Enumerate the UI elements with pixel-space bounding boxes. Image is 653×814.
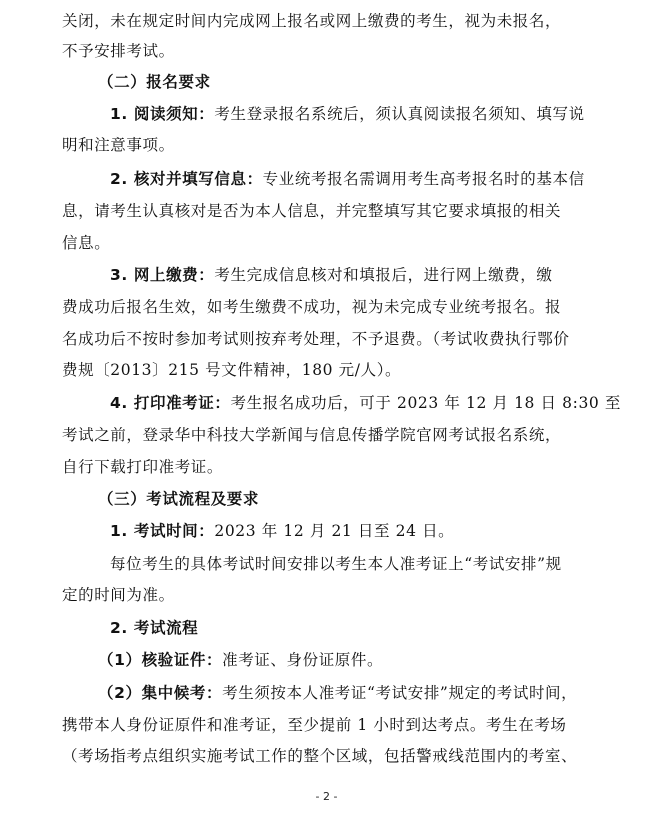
text: 息，请考生认真核对是否为本人信息，并完整填写其它要求填报的相关 (62, 202, 562, 220)
text: 费规〔2013〕215 号文件精神，180 元/人）。 (62, 361, 402, 379)
paragraph-line (0, 516, 653, 546)
paragraph-line (0, 99, 653, 129)
text: 自行下载打印准考证。 (62, 458, 224, 476)
paragraph-line (0, 678, 653, 708)
item-label: 1. 阅读须知： (110, 105, 215, 123)
paragraph-line (0, 420, 653, 450)
paragraph-line (0, 36, 653, 66)
paragraph-line (0, 130, 653, 160)
paragraph-line (0, 164, 653, 194)
text: 关闭，未在规定时间内完成网上报名或网上缴费的考生，视为未报名， (62, 12, 562, 30)
item-label: 2. 考试流程 (110, 619, 199, 637)
paragraph-line (0, 388, 653, 418)
heading-text: （三）考试流程及要求 (98, 490, 260, 508)
text: 考生须按本人准考证“考试安排”规定的考试时间， (222, 684, 578, 702)
text: （考场指考点组织实施考试工作的整个区域，包括警戒线范围内的考室、 (62, 747, 578, 765)
text: 准考证、身份证原件。 (222, 651, 384, 669)
paragraph-line (0, 228, 653, 258)
paragraph-line (0, 324, 653, 354)
paragraph-line (0, 710, 653, 740)
paragraph-line (0, 196, 653, 226)
paragraph-line (0, 452, 653, 482)
text: 明和注意事项。 (62, 136, 175, 154)
item-label: 1. 考试时间： (110, 522, 215, 540)
text: 名成功后不按时参加考试则按弃考处理，不予退费。（考试收费执行鄂价 (62, 330, 570, 348)
heading-text: （二）报名要求 (98, 73, 211, 91)
item-label: （2）集中候考： (98, 684, 223, 702)
text: 每位考生的具体考试时间安排以考生本人准考证上“考试安排”规 (110, 555, 562, 573)
paragraph-line (0, 292, 653, 322)
text: 不予安排考试。 (62, 42, 175, 60)
text: 信息。 (62, 234, 111, 252)
paragraph-line (0, 741, 653, 771)
text: 考生完成信息核对和填报后，进行网上缴费，缴 (214, 266, 553, 284)
paragraph-line (0, 645, 653, 675)
paragraph-line (0, 549, 653, 579)
item-label: （1）核验证件： (98, 651, 223, 669)
text: 费成功后报名生效，如考生缴费不成功，视为未完成专业统考报名。报 (62, 298, 562, 316)
text: 专业统考报名需调用考生高考报名时的基本信 (262, 170, 585, 188)
text: 定的时间为准。 (62, 586, 175, 604)
page-number: - 2 - (315, 790, 338, 803)
text: 2023 年 12 月 21 日至 24 日。 (214, 522, 455, 540)
paragraph-line (0, 613, 653, 643)
section-heading (0, 484, 653, 514)
section-heading (0, 67, 653, 97)
text: 考生报名成功后，可于 2023 年 12 月 18 日 8:30 至 (230, 394, 622, 412)
item-label: 2. 核对并填写信息： (110, 170, 263, 188)
text: 考试之前，登录华中科技大学新闻与信息传播学院官网考试报名系统， (62, 426, 562, 444)
paragraph-line (0, 355, 653, 385)
item-label: 4. 打印准考证： (110, 394, 231, 412)
text: 携带本人身份证原件和准考证，至少提前 1 小时到达考点。考生在考场 (62, 716, 567, 734)
paragraph-line (0, 260, 653, 290)
text: 考生登录报名系统后，须认真阅读报名须知、填写说 (214, 105, 585, 123)
paragraph-line (0, 580, 653, 610)
paragraph-line (0, 6, 653, 36)
item-label: 3. 网上缴费： (110, 266, 215, 284)
